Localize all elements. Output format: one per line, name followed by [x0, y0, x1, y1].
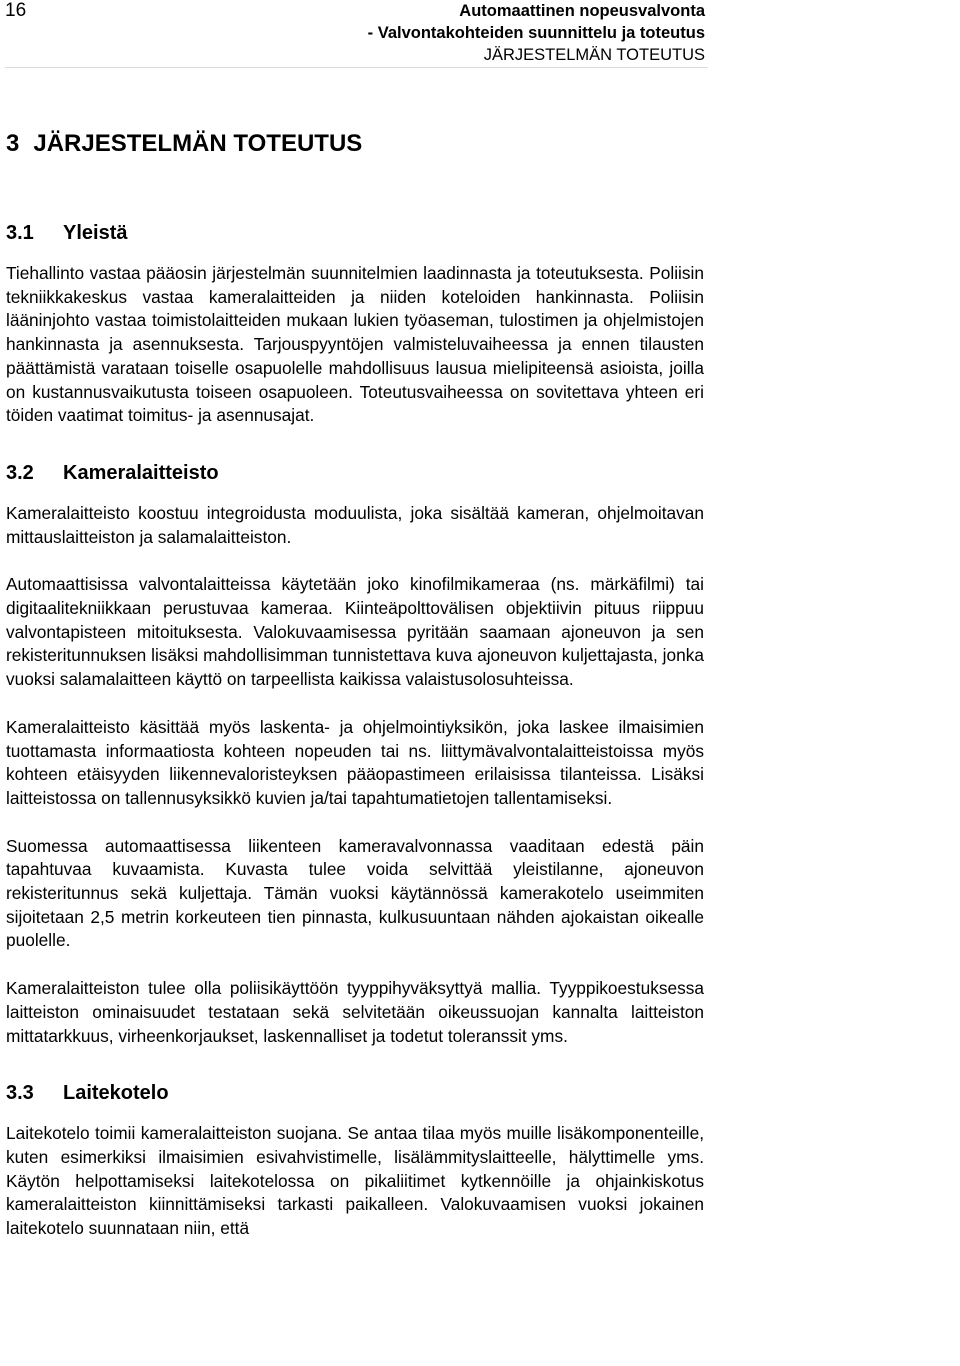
chapter-number: 3 [6, 130, 20, 157]
header-divider [5, 67, 708, 68]
paragraph: Laitekotelo toimii kameralaitteiston suojana. Se antaa tilaa myös muille lisäkomponenteille, kuten esimerkiksi ilmaisimien esivahvistimelle, lisälämmityslaitteelle, hälyttimelle yms. Käytön helpottamiseksi laitekotelossa on pikaliitimet kytkennöille ja ohjainkiskotus kameralaitteiston kiinnittämiseksi tarkasti paikalleen. Valokuvaamisen vuoksi jokainen laitekotelo suunnataan niin, että [6, 1123, 704, 1239]
paragraph: Tiehallinto vastaa pääosin järjestelmän suunnitelmien laadinnasta ja toteutuksesta. Poliisin tekniikkakeskus vastaa kameralaitteiden ja niiden koteloiden hankinnasta. Poliisin lääninjohto vastaa toimistolaitteiden mukaan lukien työaseman, tulostimen ja ohjelmistojen hankinnasta ja asennuksesta. Tarjouspyyntöjen valmisteluvaiheessa ja ennen tilausten päättämistä varataan toiselle osapuolelle mahdollisuus lausua mielipiteensä asioista, joilla on kustannusvaikutusta toiseen osapuoleen. Toteutusvaiheessa on sovitettava yhteen eri töiden vaatimat toimitus- ja asennusajat. [6, 263, 704, 426]
page-number: 16 [5, 0, 27, 21]
section-heading [6, 220, 704, 246]
section-title: Yleistä [63, 222, 128, 244]
paragraph: Automaattisissa valvontalaitteissa käytetään joko kinofilmikameraa (ns. märkäfilmi) tai digitaalitekniikkaan perustuvaa kameraa. Kiinteäpolttovälisen objektiivin pituus riippuu valvontapisteen mitoituksesta. Valokuvaamisessa pyritään saamaan ajoneuvon ja sen rekisteritunnuksen lisäksi mahdollisimman tunnistettava kuva ajoneuvon kuljettajasta, jonka vuoksi salamalaitteen käyttö on tarpeellista kaikissa valaistusolosuhteissa. [6, 574, 704, 690]
page-body [6, 128, 704, 1241]
section-number: 3.3 [6, 1082, 34, 1105]
running-header-chapter: JÄRJESTELMÄN TOTEUTUS [483, 46, 705, 64]
running-header-title: Automaattinen nopeusvalvonta [459, 2, 705, 20]
paragraph: Kameralaitteisto koostuu integroidusta moduulista, joka sisältää kameran, ohjelmoitavan mittauslaitteiston ja salamalaitteiston. [6, 502, 704, 547]
section-title: Laitekotelo [63, 1082, 169, 1105]
running-header-subtitle: - Valvontakohteiden suunnittelu ja toteutus [367, 24, 705, 42]
section-heading [6, 1080, 704, 1106]
section-number: 3.1 [6, 222, 34, 244]
paragraph: Kameralaitteiston tulee olla poliisikäyttöön tyyppihyväksyttyä mallia. Tyyppikoestuksessa laitteiston ominaisuudet testataan sekä selvitetään oikeussuojan kannalta laitteiston mittatarkkuus, virheenkorjaukset, laskennalliset ja todetut toleranssit yms. [6, 978, 704, 1046]
section-number: 3.2 [6, 461, 34, 484]
chapter-title: JÄRJESTELMÄN TOTEUTUS [33, 130, 363, 157]
paragraph: Suomessa automaattisessa liikenteen kameravalvonnassa vaaditaan edestä päin tapahtuvaa kuvaamista. Kuvasta tulee voida selvittää yleistilanne, ajoneuvon rekisteritunnus sekä kuljettaja. Tämän vuoksi käytännössä kamerakotelo useimmiten sijoitetaan 2,5 metrin korkeuteen tien pinnasta, kulkusuuntaan nähden ajokaistan oikealle puolelle. [6, 835, 704, 951]
running-header [368, 0, 705, 66]
section-heading [6, 460, 704, 486]
chapter-heading [6, 128, 704, 160]
section-title: Kameralaitteisto [63, 461, 219, 484]
paragraph: Kameralaitteisto käsittää myös laskenta- ja ohjelmointiyksikön, joka laskee ilmaisimien tuottamasta informaatiosta kohteen nopeuden tai ns. liittymävalvontalaitteistoissa myös kohteen etäisyyden liikennevaloristeyksen pääopastimeen erilaisissa tilanteissa. Lisäksi laitteistossa on tallennusyksikkö kuvien ja/tai tapahtumatietojen tallentamiseksi. [6, 716, 704, 808]
